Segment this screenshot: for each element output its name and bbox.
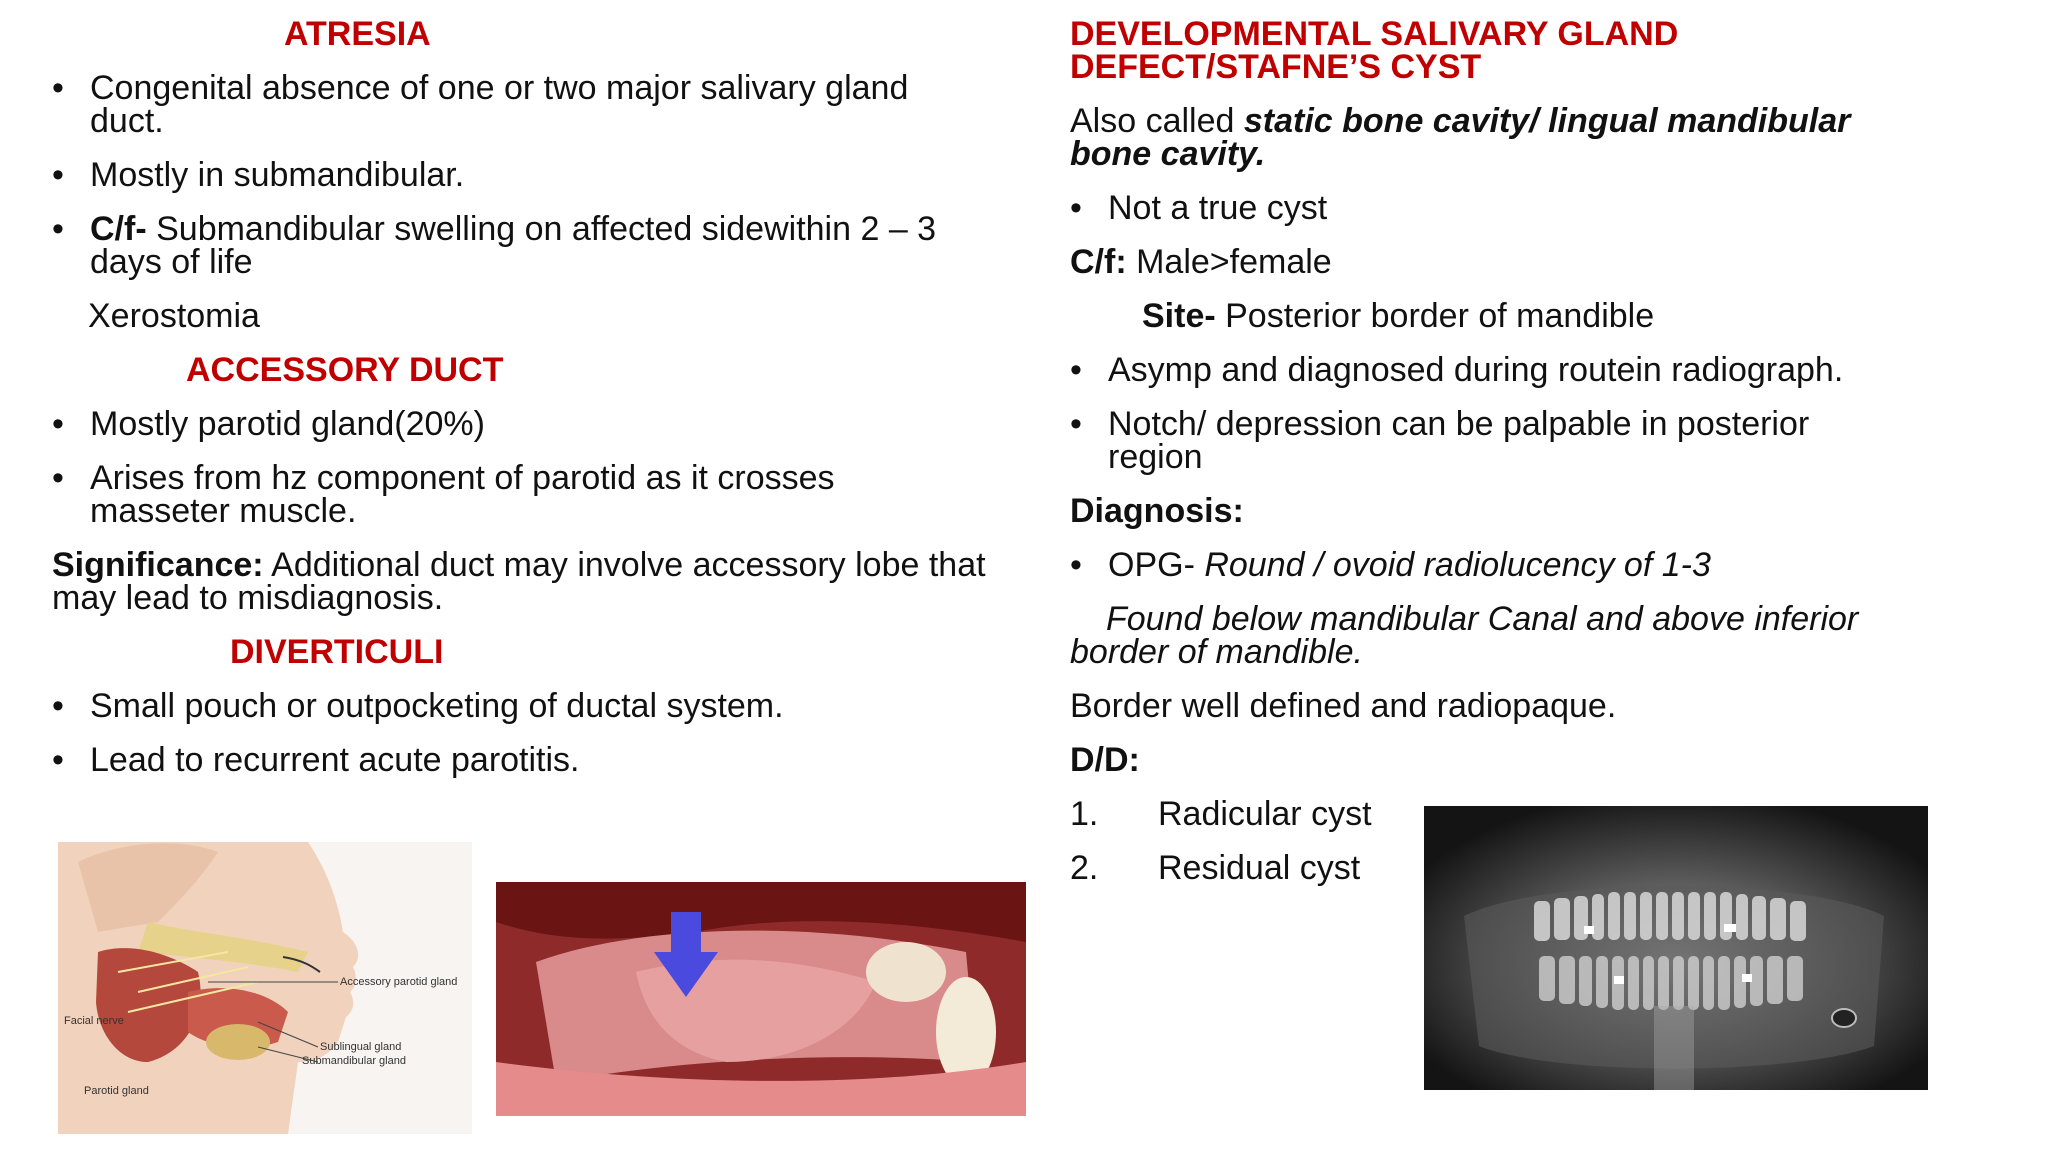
significance-line-1: [52, 546, 986, 584]
significance-label: Significance:: [52, 546, 264, 584]
dd-item-1-text: Radicular cyst: [1158, 795, 1372, 833]
also-called-bold-1: static bone cavity/ lingual mandibular: [1243, 102, 1851, 140]
opg-prefix: OPG-: [1108, 546, 1205, 584]
accessory-bullet-2-line-2: masseter muscle.: [90, 492, 357, 530]
dd-label: D/D:: [1070, 741, 1140, 779]
cf-right-label: C/f:: [1070, 243, 1127, 281]
diagnosis-label: Diagnosis:: [1070, 492, 1244, 530]
also-called-prefix: Also called: [1070, 102, 1244, 140]
diverticuli-bullet-1: • Small pouch or outpocketing of ductal system.: [52, 690, 784, 723]
accessory-duct-heading: ACCESSORY DUCT: [186, 351, 504, 389]
border-line: Border well defined and radiopaque.: [1070, 687, 1617, 725]
site-label: Site-: [1142, 297, 1216, 335]
diverticuli-bullet-2: • Lead to recurrent acute parotitis.: [52, 744, 580, 777]
opg-radiograph: [1424, 806, 1928, 1090]
xerostomia-text: Xerostomia: [88, 297, 260, 335]
sublingual-gland-label: Sublingual gland: [320, 1041, 402, 1053]
stafne-bullet-3-line-1: • Notch/ depression can be palpable in posterior: [1070, 408, 1809, 441]
dd-item-1-num: 1.: [1070, 795, 1099, 833]
accessory-bullet-2-line-1: • Arises from hz component of parotid as it crosses: [52, 462, 835, 495]
salivary-gland-diagram: [58, 842, 472, 1134]
stafne-bullet-1: • Not a true cyst: [1070, 192, 1327, 225]
also-called-line-1: [1070, 102, 1851, 140]
found-line-1: Found below mandibular Canal and above inferior: [1106, 600, 1859, 638]
dd-item-2-text: Residual cyst: [1158, 849, 1361, 887]
accessory-bullet-1: • Mostly parotid gland(20%): [52, 408, 485, 441]
found-line-2: border of mandible.: [1070, 633, 1363, 671]
significance-line-2: may lead to misdiagnosis.: [52, 579, 444, 617]
cf-right-text: Male>female: [1126, 243, 1332, 281]
atresia-bullet-3-line-2: days of life: [90, 243, 253, 281]
dd-item-1: [1070, 795, 1372, 833]
radiolucency-mark: [1832, 1009, 1856, 1027]
accessory-parotid-label: Accessory parotid gland: [340, 976, 458, 988]
atresia-bullet-1-line-1: • Congenital absence of one or two major salivary gland: [52, 72, 908, 105]
panoramic-xray-illustration: [1424, 806, 1928, 1090]
atresia-bullet-1-line-2: duct.: [90, 102, 164, 140]
site-line: [1142, 297, 1655, 335]
atresia-bullet-3-line-1: [52, 210, 937, 248]
dd-item-2: [1070, 849, 1361, 887]
opg-text: Round / ovoid radiolucency of 1-3: [1204, 546, 1711, 584]
site-text: Posterior border of mandible: [1215, 297, 1655, 335]
dd-item-2-num: 2.: [1070, 849, 1099, 887]
cf-line: [1070, 243, 1332, 281]
stafne-heading-line-2: DEFECT/STAFNE’S CYST: [1070, 48, 1482, 86]
opg-bullet: [1070, 546, 1711, 584]
atresia-bullet-2: • Mostly in submandibular.: [52, 159, 464, 192]
submandibular-gland-label: Submandibular gland: [302, 1055, 406, 1067]
stafne-bullet-2: • Asymp and diagnosed during routein radiograph.: [1070, 354, 1843, 387]
facial-nerve-label: Facial nerve: [64, 1015, 124, 1027]
mouth-photo-illustration: [496, 882, 1026, 1116]
cf-text: Submandibular swelling on affected sidewithin 2 – 3: [146, 210, 937, 248]
significance-text: Additional duct may involve accessory lobe that: [263, 546, 986, 584]
diverticuli-heading: DIVERTICULI: [230, 633, 444, 671]
intraoral-photo: [496, 882, 1026, 1116]
head-anatomy-illustration: [58, 842, 472, 1134]
parotid-gland-label: Parotid gland: [84, 1085, 149, 1097]
stafne-bullet-3-line-2: region: [1108, 438, 1203, 476]
atresia-heading: ATRESIA: [284, 15, 431, 53]
cf-label: C/f-: [90, 210, 147, 248]
stafne-heading-line-1: DEVELOPMENTAL SALIVARY GLAND: [1070, 15, 1679, 53]
also-called-line-2: bone cavity.: [1070, 135, 1266, 173]
